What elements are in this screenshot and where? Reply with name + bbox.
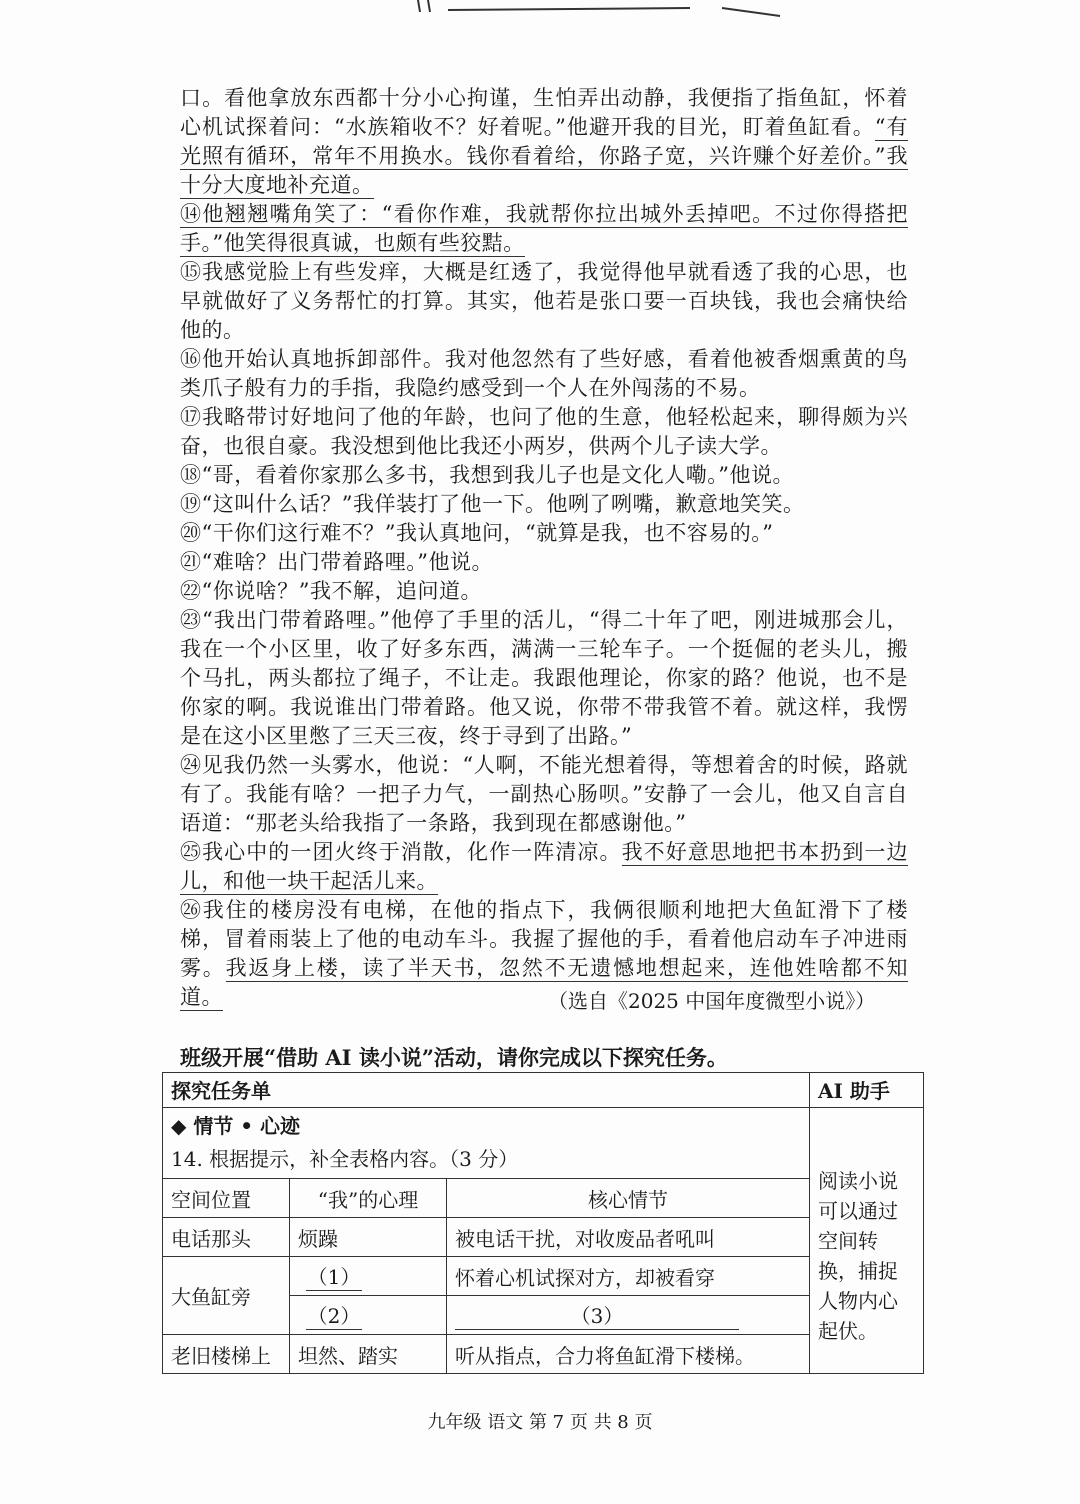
story-paragraph-17: ⑰我略带讨好地问了他的年龄，也问了他的生意，他轻松起来，聊得颇为兴奋，也很自豪。我没想到他比我还小两岁，供两个儿子读大学。 bbox=[180, 405, 908, 458]
answer-blank-3[interactable]: （3） bbox=[447, 1296, 810, 1335]
column-header-place: 空间位置 bbox=[163, 1179, 290, 1218]
task-sheet-body bbox=[163, 1108, 810, 1374]
table-cell: 电话那头 bbox=[163, 1218, 290, 1257]
table-cell: 被电话干扰，对收废品者吼叫 bbox=[447, 1218, 810, 1257]
top-edge-marks bbox=[0, 0, 1080, 30]
story-source: （选自《2025 中国年度微型小说》） bbox=[548, 989, 876, 1013]
story-paragraph-14: ⑭他翘翘嘴角笑了：“看你作难，我就帮你拉出城外丢掉吧。不过你得搭把手。”他笑得很真诚，也颇有些狡黠。 bbox=[180, 202, 908, 255]
story-paragraph-continued: 口。看他拿放东西都十分小心拘谨，生怕弄出动静，我便指了指鱼缸，怀着心机试探着问：“水族箱收不？好着呢。”他避开我的目光，盯着鱼缸看。“有光照有循环，常年不用换水。钱你看着给，你路子宽，兴许赚个好差价。”我十分大度地补充道。 bbox=[180, 86, 908, 197]
story-paragraph-25: ㉕我心中的一团火终于消散，化作一阵清凉。我不好意思地把书本扔到一边儿，和他一块干起活儿来。 bbox=[180, 840, 908, 893]
column-header-plot: 核心情节 bbox=[447, 1179, 810, 1218]
table-cell: 烦躁 bbox=[290, 1218, 447, 1257]
table-cell: 大鱼缸旁 bbox=[163, 1257, 290, 1335]
table-cell: 怀着心机试探对方，却被看穿 bbox=[447, 1257, 810, 1296]
story-paragraph-24: ㉔见我仍然一头雾水，他说：“人啊，不能光想着得，等想着舍的时候，路就有了。我能有啥？一把子力气，一副热心肠呗。”安静了一会儿，他又自言自语道：“那老头给我指了一条路，我到现在都感谢他。” bbox=[180, 753, 908, 835]
story-paragraph-23: ㉓“我出门带着路哩。”他停了手里的活儿，“得二十年了吧，刚进城那会儿，我在一个小区里，收了好多东西，满满一三轮车子。一个挺倔的老头儿，搬个马扎，两头都拉了绳子，不让走。我跟他理论，你家的路？他说，也不是你家的啊。我说谁出门带着路。他又说，你带不带我管不着。就这样，我愣是在这小区里憋了三天三夜，终于寻到了出路。” bbox=[180, 608, 908, 748]
story-paragraph-15: ⑮我感觉脸上有些发痒，大概是红透了，我觉得他早就看透了我的心思，也早就做好了义务帮忙的打算。其实，他若是张口要一百块钱，我也会痛快给他的。 bbox=[180, 260, 908, 342]
task-intro: 班级开展“借助 AI 读小说”活动，请你完成以下探究任务。 bbox=[180, 1045, 728, 1070]
task-sheet-table bbox=[162, 1072, 924, 1374]
underlined-sentence: “有光照有循环，常年不用换水。钱你看着给，你路子宽，兴许赚个好差价。”我十分大度地补充道。 bbox=[180, 115, 908, 197]
section-title: ◆ 情节 • 心迹 bbox=[171, 1114, 301, 1138]
table-cell: 老旧楼梯上 bbox=[163, 1335, 290, 1374]
underlined-sentence: 我不好意思地把书本扔到一边儿，和他一块干起活儿来。 bbox=[180, 840, 908, 893]
story-paragraph-18: ⑱“哥，看着你家那么多书，我想到我儿子也是文化人嘞。”他说。 bbox=[180, 463, 794, 487]
ai-assistant-tip: 阅读小说可以通过空间转换，捕捉人物内心起伏。 bbox=[810, 1108, 924, 1374]
underlined-sentence: 我返身上楼，读了半天书，忽然不无遗憾地想起来，连他姓啥都不知道。 bbox=[180, 956, 909, 1009]
table-cell: 听从指点，合力将鱼缸滑下楼梯。 bbox=[447, 1335, 810, 1374]
page-footer: 九年级 语文 第 7 页 共 8 页 bbox=[427, 1412, 653, 1433]
task-sheet-header: 探究任务单 bbox=[163, 1073, 810, 1108]
plot-psychology-table bbox=[163, 1178, 809, 1373]
story-text bbox=[180, 84, 908, 1012]
column-header-psychology: “我”的心理 bbox=[290, 1179, 447, 1218]
table-cell: 坦然、踏实 bbox=[290, 1335, 447, 1374]
ai-assistant-header: AI 助手 bbox=[810, 1073, 924, 1108]
story-paragraph-19: ⑲“这叫什么话？”我佯装打了他一下。他咧了咧嘴，歉意地笑笑。 bbox=[180, 492, 805, 516]
answer-blank-1[interactable]: （1） bbox=[290, 1257, 447, 1296]
story-paragraph-21: ㉑“难啥？出门带着路哩。”他说。 bbox=[180, 550, 493, 574]
story-paragraph-22: ㉒“你说啥？”我不解，追问道。 bbox=[180, 579, 482, 603]
answer-blank-2[interactable]: （2） bbox=[290, 1296, 447, 1335]
question-14: 14. 根据提示，补全表格内容。（3 分） bbox=[171, 1147, 519, 1171]
story-paragraph-16: ⑯他开始认真地拆卸部件。我对他忽然有了些好感，看着他被香烟熏黄的鸟类爪子般有力的手指，我隐约感受到一个人在外闯荡的不易。 bbox=[180, 347, 908, 400]
story-paragraph-20: ⑳“干你们这行难不？”我认真地问，“就算是我，也不容易的。” bbox=[180, 521, 774, 545]
story-paragraph-26: ㉖我住的楼房没有电梯，在他的指点下，我俩很顺利地把大鱼缸滑下了楼梯，冒着雨装上了他的电动车斗。我握了握他的手，看着他启动车子冲进雨雾。我返身上楼，读了半天书，忽然不无遗憾地想起来，连他姓啥都不知道。 bbox=[180, 898, 909, 1009]
